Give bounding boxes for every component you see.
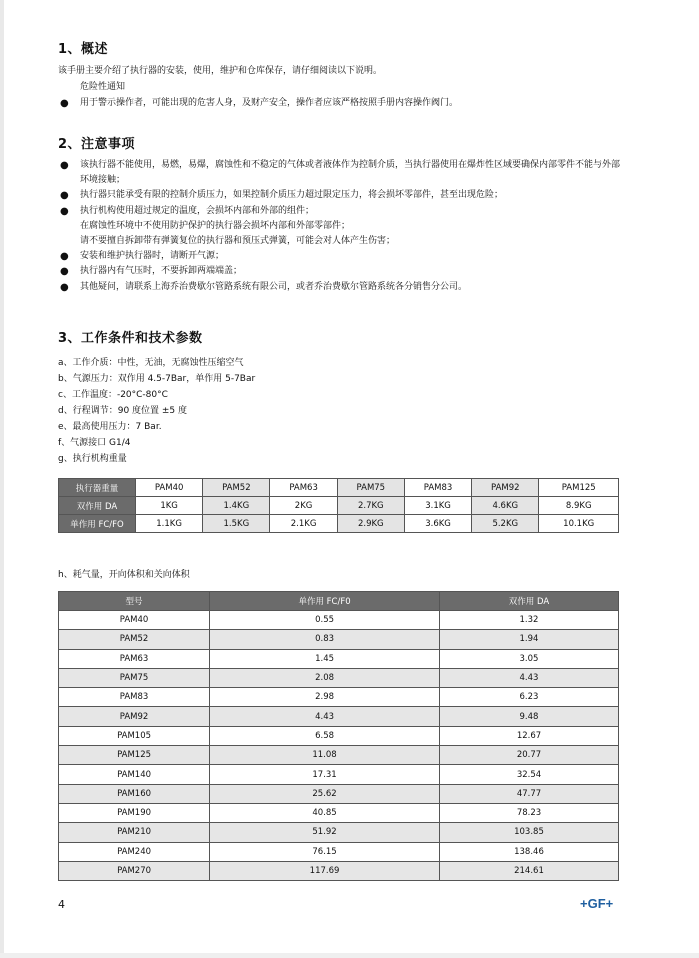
table-row — [59, 823, 619, 842]
danger-notice-label: 危险性通知 — [80, 82, 126, 92]
table-cell: 2.1KG — [270, 515, 337, 533]
section-2-title: 2、注意事项 — [58, 137, 136, 152]
table-cell: PAM125 — [59, 746, 210, 765]
list-item-text: 用于警示操作者，可能出现的危害人身，及财产安全，操作者应该严格按照手册内容操作阀门。 — [80, 98, 459, 108]
weight-table — [58, 478, 619, 533]
weight-table-model-header: PAM40 — [136, 479, 203, 497]
weight-table-model-header: PAM63 — [270, 479, 337, 497]
table-cell: 47.77 — [439, 784, 618, 803]
table-cell: 1.5KG — [203, 515, 270, 533]
table-cell: PAM105 — [59, 726, 210, 745]
list-item-text: 在腐蚀性环境中不使用防护保护的执行器会损坏内部和外部零部件； — [80, 220, 351, 231]
table-cell: 3.6KG — [404, 515, 471, 533]
list-item — [58, 204, 620, 219]
table-cell: 103.85 — [439, 823, 618, 842]
weight-table-model-header: PAM92 — [472, 479, 539, 497]
list-item-text: 安装和维护执行器时，请断开气源； — [80, 251, 225, 262]
table-cell: PAM63 — [59, 649, 210, 668]
air-consumption-table — [58, 591, 619, 881]
list-item — [58, 249, 620, 264]
table-cell: 214.61 — [439, 861, 618, 880]
bullet-icon: ● — [60, 205, 69, 217]
bullet-icon: ● — [60, 281, 69, 293]
section-1-bullet-list — [58, 96, 620, 111]
table-cell: 6.58 — [210, 726, 440, 745]
table-cell: 1.45 — [210, 649, 440, 668]
table-row — [59, 497, 619, 515]
weight-table-model-header: PAM52 — [203, 479, 270, 497]
table-cell: 1.32 — [439, 611, 618, 630]
list-item — [58, 219, 620, 234]
list-item-text: 其他疑问，请联系上海乔治费歇尔管路系统有限公司，或者乔治费歇尔管路系统各分销售分公司。 — [80, 281, 468, 292]
table-row — [59, 726, 619, 745]
table-cell: 32.54 — [439, 765, 618, 784]
table-row — [59, 668, 619, 687]
table-cell: PAM83 — [59, 688, 210, 707]
table-cell: 2.9KG — [337, 515, 404, 533]
list-item — [58, 96, 620, 111]
table-cell: 0.83 — [210, 630, 440, 649]
table-row — [59, 688, 619, 707]
table-cell: PAM92 — [59, 707, 210, 726]
table-cell: PAM210 — [59, 823, 210, 842]
table-cell: 1KG — [136, 497, 203, 515]
list-item-text: 执行器只能承受有限的控制介质压力，如果控制介质压力超过限定压力，将会损坏零部件，甚至出现危险； — [80, 190, 504, 201]
weight-table-header-row — [59, 479, 619, 497]
table-cell: 4.43 — [210, 707, 440, 726]
parameters-list — [58, 355, 255, 467]
bullet-icon: ● — [60, 190, 69, 202]
table-cell: 138.46 — [439, 842, 618, 861]
list-item — [58, 264, 620, 279]
list-item — [58, 234, 620, 249]
table-row — [59, 611, 619, 630]
table-cell: 10.1KG — [539, 515, 619, 533]
weight-table-model-header: PAM125 — [539, 479, 619, 497]
table-cell: PAM75 — [59, 668, 210, 687]
table-cell: 1.94 — [439, 630, 618, 649]
list-item-text: 执行器内有气压时，不要拆卸两端端盖； — [80, 266, 243, 277]
table-cell: 2.08 — [210, 668, 440, 687]
table-row — [59, 746, 619, 765]
weight-table-row-label: 双作用 DA — [59, 497, 136, 515]
table-cell: 117.69 — [210, 861, 440, 880]
parameter-item: b、气源压力：双作用 4.5-7Bar，单作用 5-7Bar — [58, 374, 256, 384]
weight-table-corner: 执行器重量 — [59, 479, 136, 497]
table-row — [59, 784, 619, 803]
table-cell: 25.62 — [210, 784, 440, 803]
table-row — [59, 842, 619, 861]
table-cell: 6.23 — [439, 688, 618, 707]
air-consumption-caption: h、耗气量，开向体积和关向体积 — [58, 570, 190, 580]
table-cell: 2.7KG — [337, 497, 404, 515]
table-cell: PAM40 — [59, 611, 210, 630]
air-table-header-row — [59, 592, 619, 611]
table-row — [59, 515, 619, 533]
list-item — [58, 188, 620, 203]
table-cell: 17.31 — [210, 765, 440, 784]
bullet-icon: ● — [60, 266, 69, 278]
table-cell: 12.67 — [439, 726, 618, 745]
parameter-item: d、行程调节：90 度位置 ±5 度 — [58, 406, 188, 416]
list-item-text: 该执行器不能使用，易燃，易爆，腐蚀性和不稳定的气体或者液体作为控制介质，当执行器使用在爆炸性区域要确保内部零件不能与外部环境接触； — [80, 160, 621, 186]
table-row — [59, 765, 619, 784]
table-cell: 78.23 — [439, 803, 618, 822]
table-row — [59, 803, 619, 822]
table-cell: 1.4KG — [203, 497, 270, 515]
list-item — [58, 158, 620, 188]
list-item-text: 请不要擅自拆卸带有弹簧复位的执行器和预压式弹簧，可能会对人体产生伤害； — [80, 236, 396, 247]
table-row — [59, 649, 619, 668]
page-number: 4 — [58, 898, 65, 911]
table-cell: 2KG — [270, 497, 337, 515]
table-cell: 11.08 — [210, 746, 440, 765]
table-cell: 20.77 — [439, 746, 618, 765]
table-cell: 8.9KG — [539, 497, 619, 515]
section-1-intro: 该手册主要介绍了执行器的安装，使用，维护和仓库保存，请仔细阅读以下说明。 — [58, 66, 383, 76]
list-item — [58, 280, 620, 295]
table-cell: 5.2KG — [472, 515, 539, 533]
table-cell: 4.6KG — [472, 497, 539, 515]
parameter-item: e、最高使用压力：7 Bar. — [58, 422, 162, 432]
weight-table-row-label: 单作用 FC/FO — [59, 515, 136, 533]
table-cell: 4.43 — [439, 668, 618, 687]
page-edge — [0, 0, 4, 958]
gf-logo: +GF+ — [580, 896, 614, 911]
air-table-column-header: 双作用 DA — [439, 592, 618, 611]
bullet-icon: ● — [60, 98, 69, 109]
list-item-text: 执行机构使用超过规定的温度，会损坏内部和外部的组件； — [80, 205, 315, 216]
air-table-column-header: 型号 — [59, 592, 210, 611]
page-bottom-edge — [0, 953, 699, 958]
table-cell: PAM240 — [59, 842, 210, 861]
section-1-title: 1、概述 — [58, 42, 109, 57]
table-cell: 3.1KG — [404, 497, 471, 515]
table-cell: 1.1KG — [136, 515, 203, 533]
table-cell: 0.55 — [210, 611, 440, 630]
bullet-icon: ● — [60, 251, 69, 263]
table-cell: PAM160 — [59, 784, 210, 803]
table-cell: PAM140 — [59, 765, 210, 784]
table-row — [59, 861, 619, 880]
table-row — [59, 630, 619, 649]
section-3-title: 3、工作条件和技术参数 — [58, 331, 203, 346]
parameter-item: f、气源接口 G1/4 — [58, 438, 131, 448]
table-cell: PAM190 — [59, 803, 210, 822]
table-cell: PAM52 — [59, 630, 210, 649]
weight-table-model-header: PAM83 — [404, 479, 471, 497]
parameter-item: a、工作介质：中性，无油，无腐蚀性压缩空气 — [58, 358, 244, 368]
table-row — [59, 707, 619, 726]
table-cell: PAM270 — [59, 861, 210, 880]
table-cell: 2.98 — [210, 688, 440, 707]
table-cell: 51.92 — [210, 823, 440, 842]
weight-table-model-header: PAM75 — [337, 479, 404, 497]
table-cell: 76.15 — [210, 842, 440, 861]
table-cell: 40.85 — [210, 803, 440, 822]
precautions-list — [58, 158, 620, 295]
table-cell: 3.05 — [439, 649, 618, 668]
table-cell: 9.48 — [439, 707, 618, 726]
air-table-column-header: 单作用 FC/F0 — [210, 592, 440, 611]
bullet-icon: ● — [60, 160, 69, 171]
parameter-item: g、执行机构重量 — [58, 454, 127, 464]
parameter-item: c、工作温度：-20°C-80°C — [58, 390, 168, 400]
